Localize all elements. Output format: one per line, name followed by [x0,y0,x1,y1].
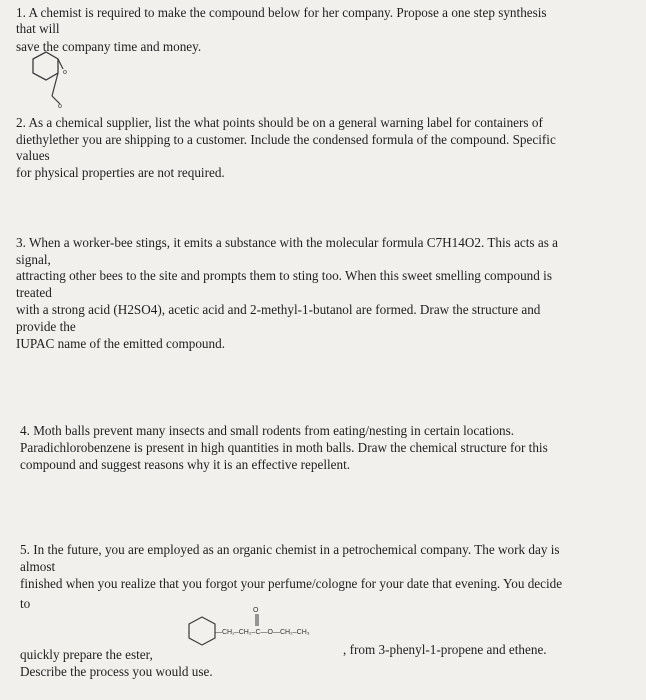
q1-text-line-3: save the company time and money. [16,39,202,54]
q5-prepare-text: quickly prepare the ester, [20,647,153,662]
benzene-ring [189,617,215,645]
q4-text-line-3: compound and suggest reasons why it is an effective repellent. [20,457,351,472]
oxygen-label-top: o [63,69,67,76]
carbonyl-oxygen-label: O [253,607,259,614]
q5-text-line-1: 5. In the future, you are employed as an organic chemist in a petrochemical company. The work day is [20,542,560,557]
q1-text-line-2: that will [16,21,60,36]
q2-text-line-3: values [16,148,50,163]
q3-text-line-7: IUPAC name of the emitted compound. [16,336,226,351]
q2-text-line-1: 2. As a chemical supplier, list the what points should be on a general warning label for containers of [16,115,543,130]
q5-text-line-3: finished when you realize that you forgot your perfume/cologne for your date that evening. You decide [20,576,563,591]
q5-text-line-2: almost [20,559,56,574]
q5-from-text: , from 3-phenyl-1-propene and ethene. [343,642,547,657]
q3-text-line-2: signal, [16,252,51,267]
q3-text-line-1: 3. When a worker-bee stings, it emits a substance with the molecular formula C7H14O2. This acts as a [16,235,559,250]
oxygen-label-bottom: o [58,103,62,110]
q2-text-line-4: for physical properties are not required. [16,165,225,180]
q5-text-line-4: to [20,596,31,611]
q3-text-line-5: with a strong acid (H2SO4), acetic acid and 2-methyl-1-butanol are formed. Draw the structure and [16,302,541,317]
ester-chain-formula: —CH₂–CH₂–C—O—CH₂–CH₃ [215,629,310,636]
q4-text-line-2: Paradichlorobenzene is present in high quantities in moth balls. Draw the chemical structure for this [20,440,548,455]
q2-text-line-2: diethylether you are shipping to a customer. Include the condensed formula of the compound. Specific [16,132,556,147]
q4-text-line-1: 4. Moth balls prevent many insects and small rodents from eating/nesting in certain locations. [20,423,515,438]
q3-text-line-3: attracting other bees to the site and prompts them to sting too. When this sweet smelling compound is [16,268,552,283]
q3-text-line-6: provide the [16,319,76,334]
q1-text-line-1: 1. A chemist is required to make the compound below for her company. Propose a one step synthesis [16,5,547,20]
q5-describe-text: Describe the process you would use. [20,664,213,679]
q3-text-line-4: treated [16,285,52,300]
